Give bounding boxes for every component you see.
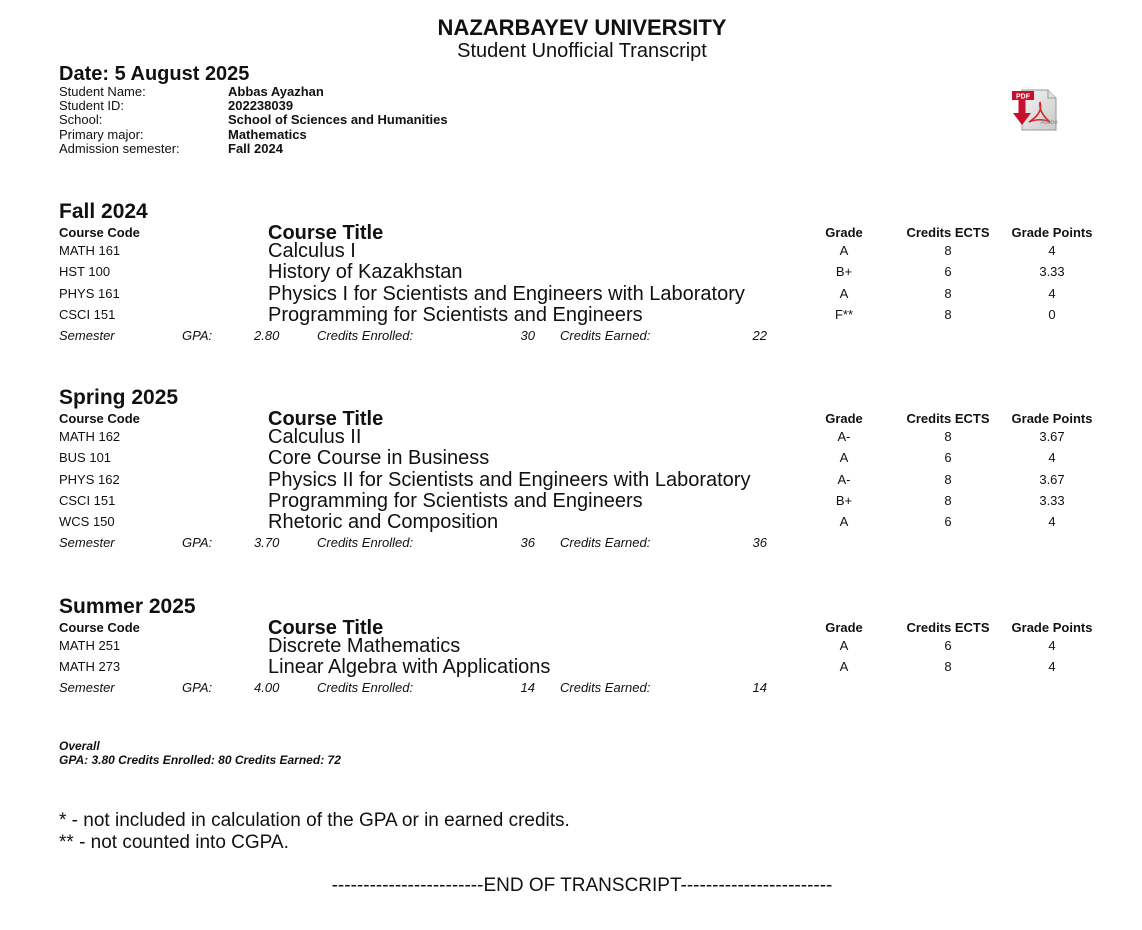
column-header-title: Course Title — [268, 408, 384, 430]
course-title: Calculus I — [268, 240, 356, 262]
course-code: WCS 150 — [59, 514, 115, 530]
column-header-code: Course Code — [59, 411, 140, 426]
course-title: Discrete Mathematics — [268, 635, 461, 657]
course-title: Physics II for Scientists and Engineers with Laboratory — [268, 468, 751, 491]
svg-text:Adobe: Adobe — [1040, 120, 1058, 126]
gpa-value: 3.70 — [254, 535, 280, 550]
course-code: CSCI 151 — [59, 492, 116, 508]
student-field-value: Fall 2024 — [228, 141, 283, 156]
student-field-label: Primary major: — [59, 127, 144, 142]
course-grade: A — [839, 659, 849, 675]
student-field-value: Abbas Ayazhan — [228, 84, 324, 99]
course-grade-points: 4 — [1048, 243, 1056, 258]
credits-earned-label: Credits Earned: — [560, 327, 651, 343]
column-header-credits: Credits ECTS — [906, 620, 990, 635]
credits-enrolled-value: 36 — [520, 535, 535, 550]
course-grade: B+ — [835, 492, 853, 508]
course-code: PHYS 162 — [59, 471, 120, 487]
course-grade-points: 4 — [1048, 450, 1056, 466]
course-grade-points: 4 — [1048, 285, 1056, 301]
note-single-asterisk: * - not included in calculation of the GPA or in earned credits. — [59, 810, 570, 831]
column-header-points: Grade Points — [1011, 225, 1093, 240]
column-header-code: Course Code — [59, 620, 140, 635]
column-header-code: Course Code — [59, 225, 140, 240]
course-credits: 8 — [944, 306, 952, 322]
overall-label: Overall — [59, 739, 100, 753]
course-code: MATH 161 — [59, 243, 121, 258]
credits-enrolled-label: Credits Enrolled: — [317, 680, 414, 696]
university-name: NAZARBAYEV UNIVERSITY — [437, 15, 727, 40]
gpa-value: 2.80 — [254, 327, 280, 343]
course-grade-points: 3.33 — [1039, 264, 1065, 280]
course-grade: B+ — [835, 264, 853, 280]
overall-line: GPA: 3.80 Credits Enrolled: 80 Credits Earned: 72 — [59, 753, 341, 767]
transcript-subtitle: Student Unofficial Transcript — [457, 40, 707, 62]
semester-label: Semester — [59, 535, 115, 550]
course-credits: 8 — [944, 429, 952, 444]
course-grade-points: 4 — [1048, 514, 1056, 530]
student-field-label: Admission semester: — [59, 141, 180, 156]
note-double-asterisk: ** - not counted into CGPA. — [59, 832, 289, 853]
course-code: CSCI 151 — [59, 306, 116, 322]
gpa-label: GPA: — [182, 680, 213, 696]
course-title: History of Kazakhstan — [268, 261, 463, 284]
course-grade: A- — [837, 429, 851, 444]
gpa-value: 4.00 — [254, 680, 280, 696]
student-field-value: Mathematics — [228, 127, 307, 142]
overall-summary — [59, 739, 341, 767]
course-credits: 8 — [944, 285, 952, 301]
course-grade-points: 0 — [1048, 306, 1056, 322]
course-title: Calculus II — [268, 426, 362, 448]
course-title: Core Course in Business — [268, 447, 490, 470]
course-code: BUS 101 — [59, 450, 112, 466]
column-header-grade: Grade — [825, 620, 863, 635]
semester-label: Semester — [59, 327, 115, 343]
course-title: Linear Algebra with Applications — [268, 656, 551, 679]
course-grade-points: 3.67 — [1039, 471, 1065, 487]
course-grade-points: 3.33 — [1039, 492, 1065, 508]
course-code: PHYS 161 — [59, 285, 120, 301]
course-credits: 6 — [944, 514, 952, 530]
course-credits: 6 — [944, 450, 952, 466]
column-header-credits: Credits ECTS — [906, 411, 990, 426]
gpa-label: GPA: — [182, 327, 213, 343]
student-field-value: School of Sciences and Humanities — [228, 112, 448, 127]
end-of-transcript: ------------------------END OF TRANSCRIPT------------------------ — [331, 875, 833, 896]
student-field-label: Student ID: — [59, 98, 125, 113]
credits-earned-value: 14 — [752, 680, 767, 696]
column-header-credits: Credits ECTS — [906, 225, 990, 240]
course-code: HST 100 — [59, 264, 111, 280]
column-header-title: Course Title — [268, 617, 384, 639]
term-title: Summer 2025 — [59, 595, 196, 618]
course-credits: 8 — [944, 492, 952, 508]
credits-enrolled-value: 30 — [520, 327, 535, 343]
course-credits: 6 — [944, 264, 952, 280]
gpa-label: GPA: — [182, 535, 213, 550]
course-grade: F** — [834, 306, 854, 322]
column-header-points: Grade Points — [1011, 620, 1093, 635]
course-grade-points: 4 — [1048, 659, 1056, 675]
credits-earned-label: Credits Earned: — [560, 680, 651, 696]
course-grade: A — [839, 243, 849, 258]
course-credits: 8 — [944, 471, 952, 487]
course-grade: A — [839, 638, 849, 653]
course-code: MATH 251 — [59, 638, 121, 653]
student-field-label: Student Name: — [59, 84, 146, 99]
course-grade-points: 3.67 — [1039, 429, 1065, 444]
column-header-points: Grade Points — [1011, 411, 1093, 426]
student-field-label: School: — [59, 112, 103, 127]
term-title: Spring 2025 — [59, 386, 179, 409]
course-grade: A- — [837, 471, 851, 487]
course-code: MATH 273 — [59, 659, 121, 675]
course-title: Programming for Scientists and Engineers — [268, 303, 643, 326]
column-header-title: Course Title — [268, 222, 384, 244]
credits-earned-value: 22 — [752, 327, 767, 343]
credits-enrolled-label: Credits Enrolled: — [317, 327, 414, 343]
student-field-value: 202238039 — [228, 98, 294, 113]
course-credits: 8 — [944, 243, 952, 258]
course-code: MATH 162 — [59, 429, 121, 444]
credits-earned-label: Credits Earned: — [560, 535, 651, 550]
credits-enrolled-value: 14 — [520, 680, 535, 696]
course-credits: 8 — [944, 659, 952, 675]
course-title: Programming for Scientists and Engineers — [268, 489, 643, 512]
credits-enrolled-label: Credits Enrolled: — [317, 535, 414, 550]
column-header-grade: Grade — [825, 411, 863, 426]
course-grade: A — [839, 285, 849, 301]
course-credits: 6 — [944, 638, 952, 653]
course-grade-points: 4 — [1048, 638, 1056, 653]
course-grade: A — [839, 450, 849, 466]
column-header-grade: Grade — [825, 225, 863, 240]
term-title: Fall 2024 — [59, 200, 148, 223]
course-grade: A — [839, 514, 849, 530]
transcript-date: Date: 5 August 2025 — [59, 63, 250, 85]
course-title: Physics I for Scientists and Engineers with Laboratory — [268, 282, 745, 305]
pdf-adobe-icon[interactable] — [1010, 88, 1058, 132]
semester-label: Semester — [59, 680, 115, 696]
svg-text:PDF: PDF — [1016, 93, 1030, 101]
credits-earned-value: 36 — [752, 535, 767, 550]
course-title: Rhetoric and Composition — [268, 511, 499, 534]
